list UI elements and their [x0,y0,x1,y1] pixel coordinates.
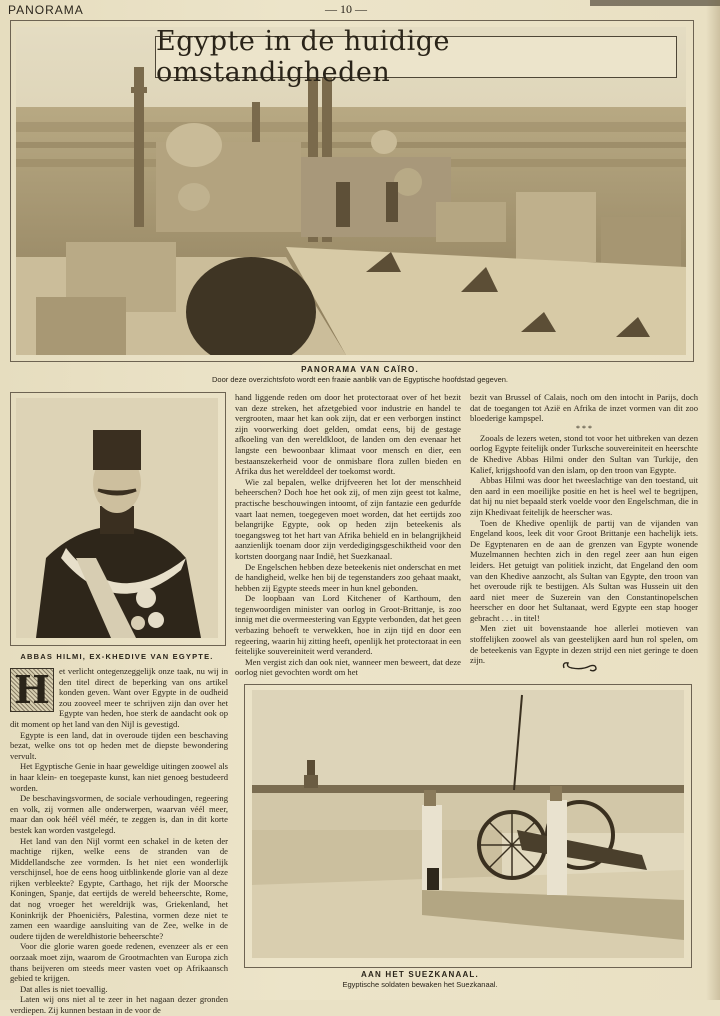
cairo-caption-text: Door deze overzichtsfoto wordt een fraaie aanblik van de Egyptische hoofdstad gegeven. [211,375,509,384]
left-paragraph-7: Dat alles is niet toevallig. [20,983,108,994]
khedive-caption-title: ABBAS HILMI, EX-KHEDIVE VAN EGYPTE. [20,652,214,661]
right-paragraph-5: Men ziet uit bovenstaande hoe allerlei motieven van stoffelijken zoowel als van geestelijken aard hun rol spelen, om de beteekenis van Egypte in dezen strijd een niet geringe te doen zijn. [470,623,698,666]
article-column-right [470,392,698,666]
article-title-box [155,26,677,88]
middle-paragraph-2: Wie zal bepalen, welke drijfveeren het lot der menschheid beheerschen? Doch hoe het ook zij, of men zijn geest tot kalme, practische beschouwingen intoomt, of zijn fantazie een gedurfde vaart laat nemen, toegegeven moet worden, dat het eertijds zoo belangrijke Egypte, ook op heden zijn beteekenis als toegangsweg tot het hart van Afrika behield en in belangrijkheid aanzienlijk toenam door zijn verdedigingsgeschiktheid voor den kortsten doorgang naar Indië, het Suezkanaal. [235,476,461,561]
page-edge-shadow [706,0,720,1000]
dropcap-ornament [10,668,54,712]
left-paragraph-2: Egypte is een land, dat in overoude tijden een beschaving bezat, welke ons tot op heden met de diepste bewondering vervult. [10,729,228,761]
suez-canal-photo [252,690,684,958]
page-edge-strip [590,0,720,6]
left-paragraph-5: Het land van den Nijl vormt een schakel in de keten der machtige rijken, welke eens de stranden van de Middellandsche zee vormden. Is het niet een wonderlijk verschijnsel, hoe de eens hoog uitblinkende glorie van al deze rijken verbleekte? Egypte, Carthago, het rijk der Moorsche Koningen, Spanje, dat eertijds de wereld beheerschte, Rome, dat nog vroeger het wereldrijk was, Griekenland, het Koninkrijk der Phoeniciërs, Palestina, vormen deze niet te zamen een waardige aansluiting van de Zee, welke in de oudere tijden de wereldhistorie beheerschte? [10,835,228,941]
dropcap-letter: H [14,666,50,712]
khedive-portrait-photo [16,398,218,638]
cairo-caption-title: PANORAMA VAN CAÏRO. [301,365,419,374]
suez-caption-text: Egyptische soldaten bewaken het Suezkanaal. [342,980,498,989]
right-paragraph-1: bezit van Brussel of Calais, noch om den intocht in Parijs, doch dat de toegangen tot Azië en Afrika de inzet vormen van dit zoo bloederige kampspel. [470,392,698,424]
article-column-left [10,666,228,1016]
left-paragraph-1 [10,666,228,730]
right-paragraph-3: Abbas Hilmi was door het tweeslachtige van den toestand, uit den aard in een moeilijke positie en het is heel wel te begrijpen, dat hij nu niet bepaald sterk voelde voor den Engelschman, die in zijn Khedivaat feitelijk de heerscher was. [470,475,698,517]
running-head: PANORAMA [8,3,84,17]
end-flourish-ornament [560,660,600,674]
left-paragraph-4: De beschavingsvormen, de sociale verhoudingen, regeering en volk, zij vormen alle onderwerpen, waarvan véél meer, maar dan ook héél véél méér, te zeggen is, dan in dit korte bestek kan worden vastgelegd. [10,793,228,835]
left-paragraph-8: Laten wij ons niet al te zeer in het nagaan dezer gronden verdiepen. Zij kunnen bestaan in de voor de [10,994,228,1015]
middle-paragraph-5: Men vergist zich dan ook niet, wanneer men beweert, dat deze oorlog niet gevochten wordt om het [235,656,461,678]
khedive-portrait-illustration [16,398,218,638]
article-title: Egypte in de huidige omstandigheden [156,26,450,88]
article-column-middle [235,392,461,678]
middle-paragraph-1: hand liggende reden om door het protectoraat over of het bezit van deze streken, het afzetgebied voor industrie en handel te vergrooten, maar het kan ook zijn, dat er een verborgen instinct zijn voorwerking doet gelden, omdat eens, bij de gestage afkoeling van den wereldkloot, de landen om den evenaar het langste een bewoonbaar klimaat voor mensch en dier, een bestaanszekerheid voor de onmisbare flora zullen bieden en Afrika dus het werelddeel der toekomst wordt. [235,392,461,477]
right-paragraph-2: Zooals de lezers weten, stond tot voor het uitbreken van dezen oorlog Egypte feitelijk onder Turksche souvereiniteit en heerschte de Khedive Abbas Hilmi onder den Sultan van Turkije, den Kalief, krijgshoofd van den islam, op den troon van Egypte. [470,432,698,475]
suez-caption-title: AAN HET SUEZKANAAL. [361,970,479,979]
left-paragraph-3: Het Egyptische Genie in haar geweldige uitingen zoowel als in haar klein- en toegepaste kunst, kan niet genoeg bestudeerd worden. [10,761,228,793]
suez-canal-illustration [252,690,684,958]
left-paragraph-6: Voor die glorie waren goede redenen, evenzeer als er een oorzaak moet zijn, waarom de Grootmachten van Europa zich thans beijveren om steeds meer vasten voet op Afrikaansch gebied te krijgen. [10,941,228,984]
right-paragraph-4: Toen de Khedive openlijk de partij van de vijanden van Engeland koos, leek dit voor Groot Brittanje een hachelijk iets. De Egyptenaren en de aan de grenzen van Egypte wonende Muzelmannen hechten zich in den regel zeer aan hun eigen leiders. Het getuigt van politiek inzicht, dat Engeland den oom van den Khedive aanzocht, als Sultan van Egypte, den troon van het overoude rijk te bestijgen. Als Sultan was Hussein uit den aard niet meer de Suzerein van den Constantinopelschen heerscher en door het Sultanaat, werd Egypte een stap hooger gebracht . . . in titel! [470,517,698,623]
section-separator: * * * [576,423,592,433]
middle-paragraph-3: De Engelschen hebben deze beteekenis niet onderschat en met de handigheid, welke hen bij de tegenstanders zoo gehaat maakt, hebben zij Egypte steeds meer in hun knel gebonden. [235,561,461,593]
page-number: — 10 — [325,2,367,16]
left-paragraph-1-text: et verlicht ontegenzeggelijk onze taak, nu wij in den titel direct de beperking van ons artikel konden geven. Want over Egypte in de oudheid zou zooveel meer te schrijven zijn dan over het Egypte van heden, hoe sterk de aandacht ook op dit moment op het land van den Nijl is gevestigd. [10,666,228,729]
middle-paragraph-4: De loopbaan van Lord Kitchener of Karthoum, den tegenwoordigen minister van oorlog in Groot-Brittanje, is zoo innig met die overmeestering van Egypte verbonden, dat het geen verbazing behoeft te verwekken, hoe in zijn tijd en door een regeering, waarin hij zitting heeft, openlijk het protectoraat in een feitelijke souvereiniteit werd veranderd. [235,593,461,657]
